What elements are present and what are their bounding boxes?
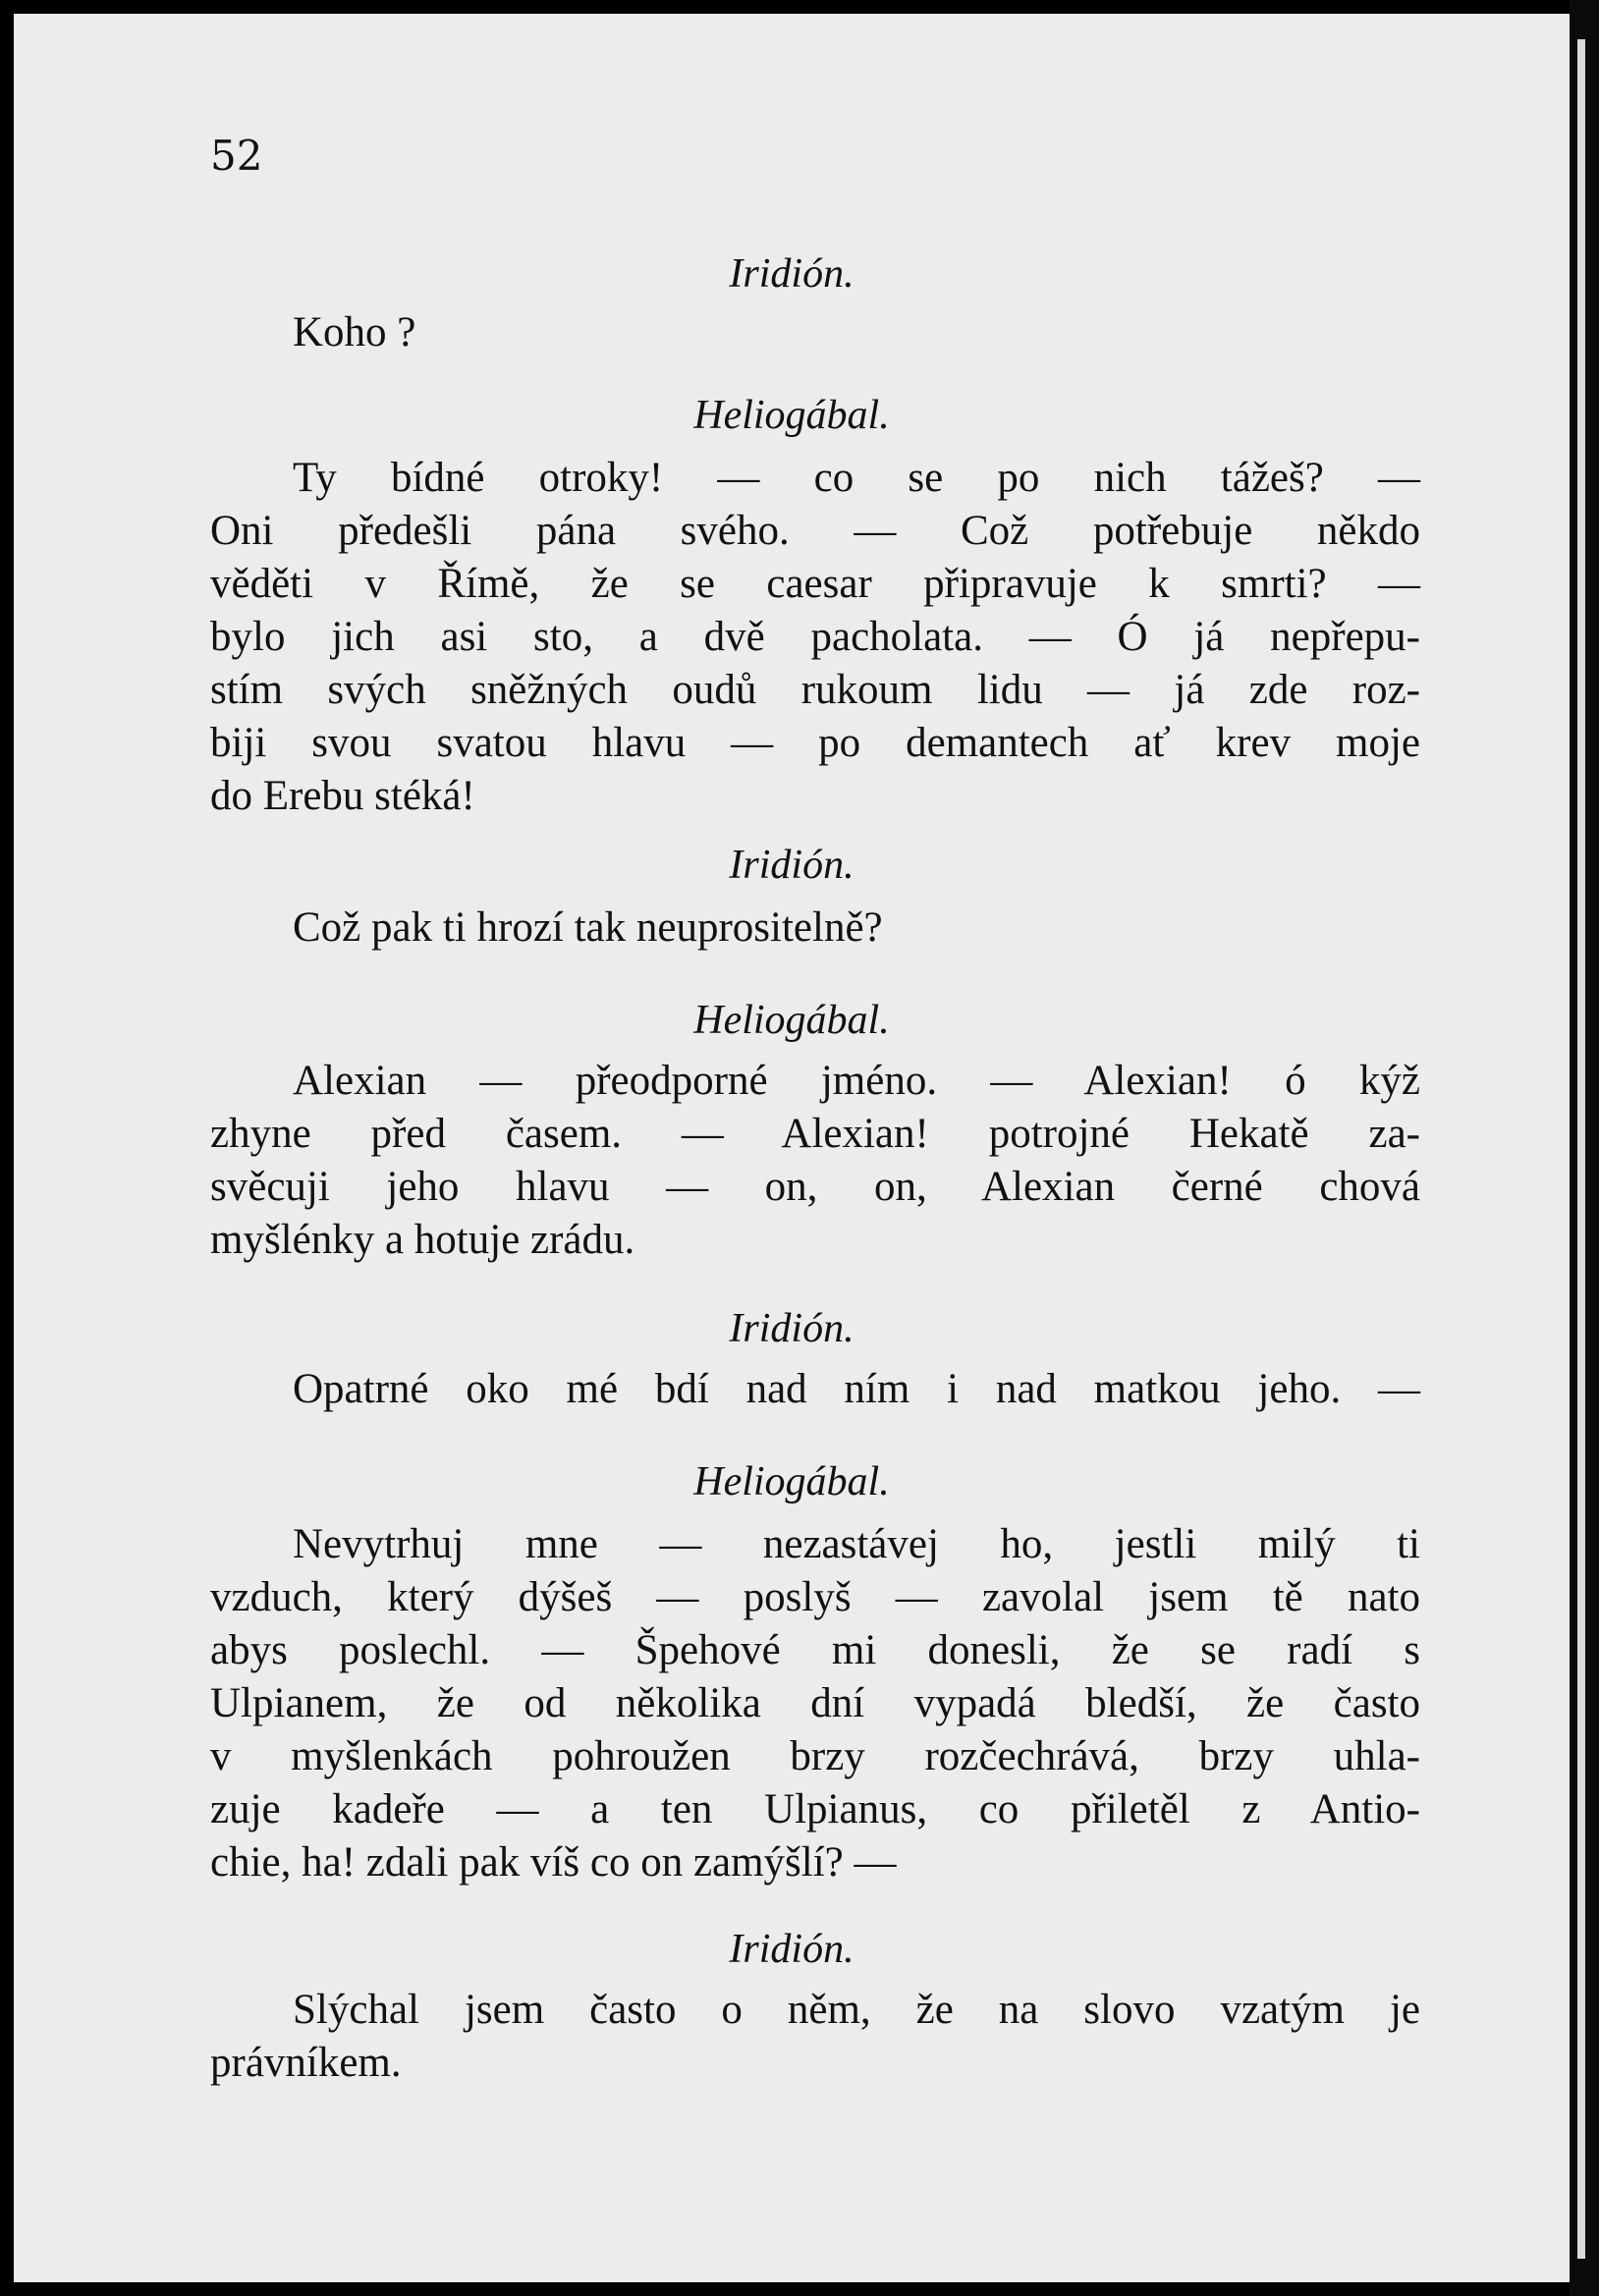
speaker-heading: Iridión.	[729, 1927, 855, 1972]
text-line: Alexian — přeodporné jméno. — Alexian! ó kýž	[293, 1058, 1420, 1104]
text-line: bylo jich asi sto, a dvě pacholata. — Ó já nepřepu-	[210, 614, 1420, 660]
page-edge-strip	[1577, 39, 1585, 2259]
text-line: věděti v Římě, že se caesar připravuje k smrti? —	[210, 561, 1420, 607]
dialogue-paragraph	[210, 1984, 1420, 2090]
text-line: zhyne před časem. — Alexian! potrojné Hekatě za-	[210, 1111, 1420, 1157]
text-line: v myšlenkách pohroužen brzy rozčechrává, brzy uhla-	[210, 1733, 1420, 1779]
text-line: chie, ha! zdali pak víš co on zamýšlí? —	[210, 1839, 897, 1886]
speaker-heading: Heliogábal.	[693, 393, 890, 438]
text-line: do Erebu stéká!	[210, 773, 475, 819]
dialogue-paragraph	[210, 1055, 1420, 1267]
text-line: Což pak ti hrozí tak neuprositelně?	[293, 904, 883, 951]
text-line: vzduch, který dýšeš — poslyš — zavolal jsem tě nato	[210, 1574, 1420, 1620]
text-line: Koho ?	[293, 309, 416, 355]
dialogue-paragraph	[210, 1518, 1420, 1889]
text-line: biji svou svatou hlavu — po demantech ať krev moje	[210, 720, 1420, 766]
dialogue-paragraph	[210, 452, 1420, 823]
text-line: Oni předešli pána svého. — Což potřebuje někdo	[210, 508, 1420, 554]
text-line: Opatrné oko mé bdí nad ním i nad matkou jeho. —	[293, 1366, 1420, 1412]
speaker-heading: Heliogábal.	[693, 998, 890, 1043]
speaker-heading: Iridión.	[729, 1306, 855, 1351]
speaker-heading: Iridión.	[729, 251, 855, 297]
speaker-heading: Iridión.	[729, 843, 855, 888]
text-line: stím svých sněžných oudů rukoum lidu — já zde roz-	[210, 667, 1420, 713]
text-line: zuje kadeře — a ten Ulpianus, co přiletěl z Antio-	[210, 1786, 1420, 1832]
dialogue-paragraph	[210, 902, 1420, 955]
speaker-heading: Heliogábal.	[693, 1459, 890, 1504]
text-line: myšlénky a hotuje zrádu.	[210, 1217, 635, 1263]
text-line: Nevytrhuj mne — nezastávej ho, jestli milý ti	[293, 1521, 1420, 1567]
book-page	[14, 14, 1570, 2282]
text-line: právníkem.	[210, 2040, 402, 2086]
page-number: 52	[210, 132, 263, 180]
dialogue-paragraph	[210, 1363, 1420, 1416]
text-line: Ty bídné otroky! — co se po nich tážeš? —	[293, 455, 1420, 501]
dialogue-paragraph	[210, 306, 1420, 359]
text-line: abys poslechl. — Špehové mi donesli, že se radí s	[210, 1627, 1420, 1673]
text-line: Slýchal jsem často o něm, že na slovo vzatým je	[293, 1987, 1420, 2033]
text-line: Ulpianem, že od několika dní vypadá bledší, že často	[210, 1680, 1420, 1726]
text-line: svěcuji jeho hlavu — on, on, Alexian černé chová	[210, 1164, 1420, 1210]
